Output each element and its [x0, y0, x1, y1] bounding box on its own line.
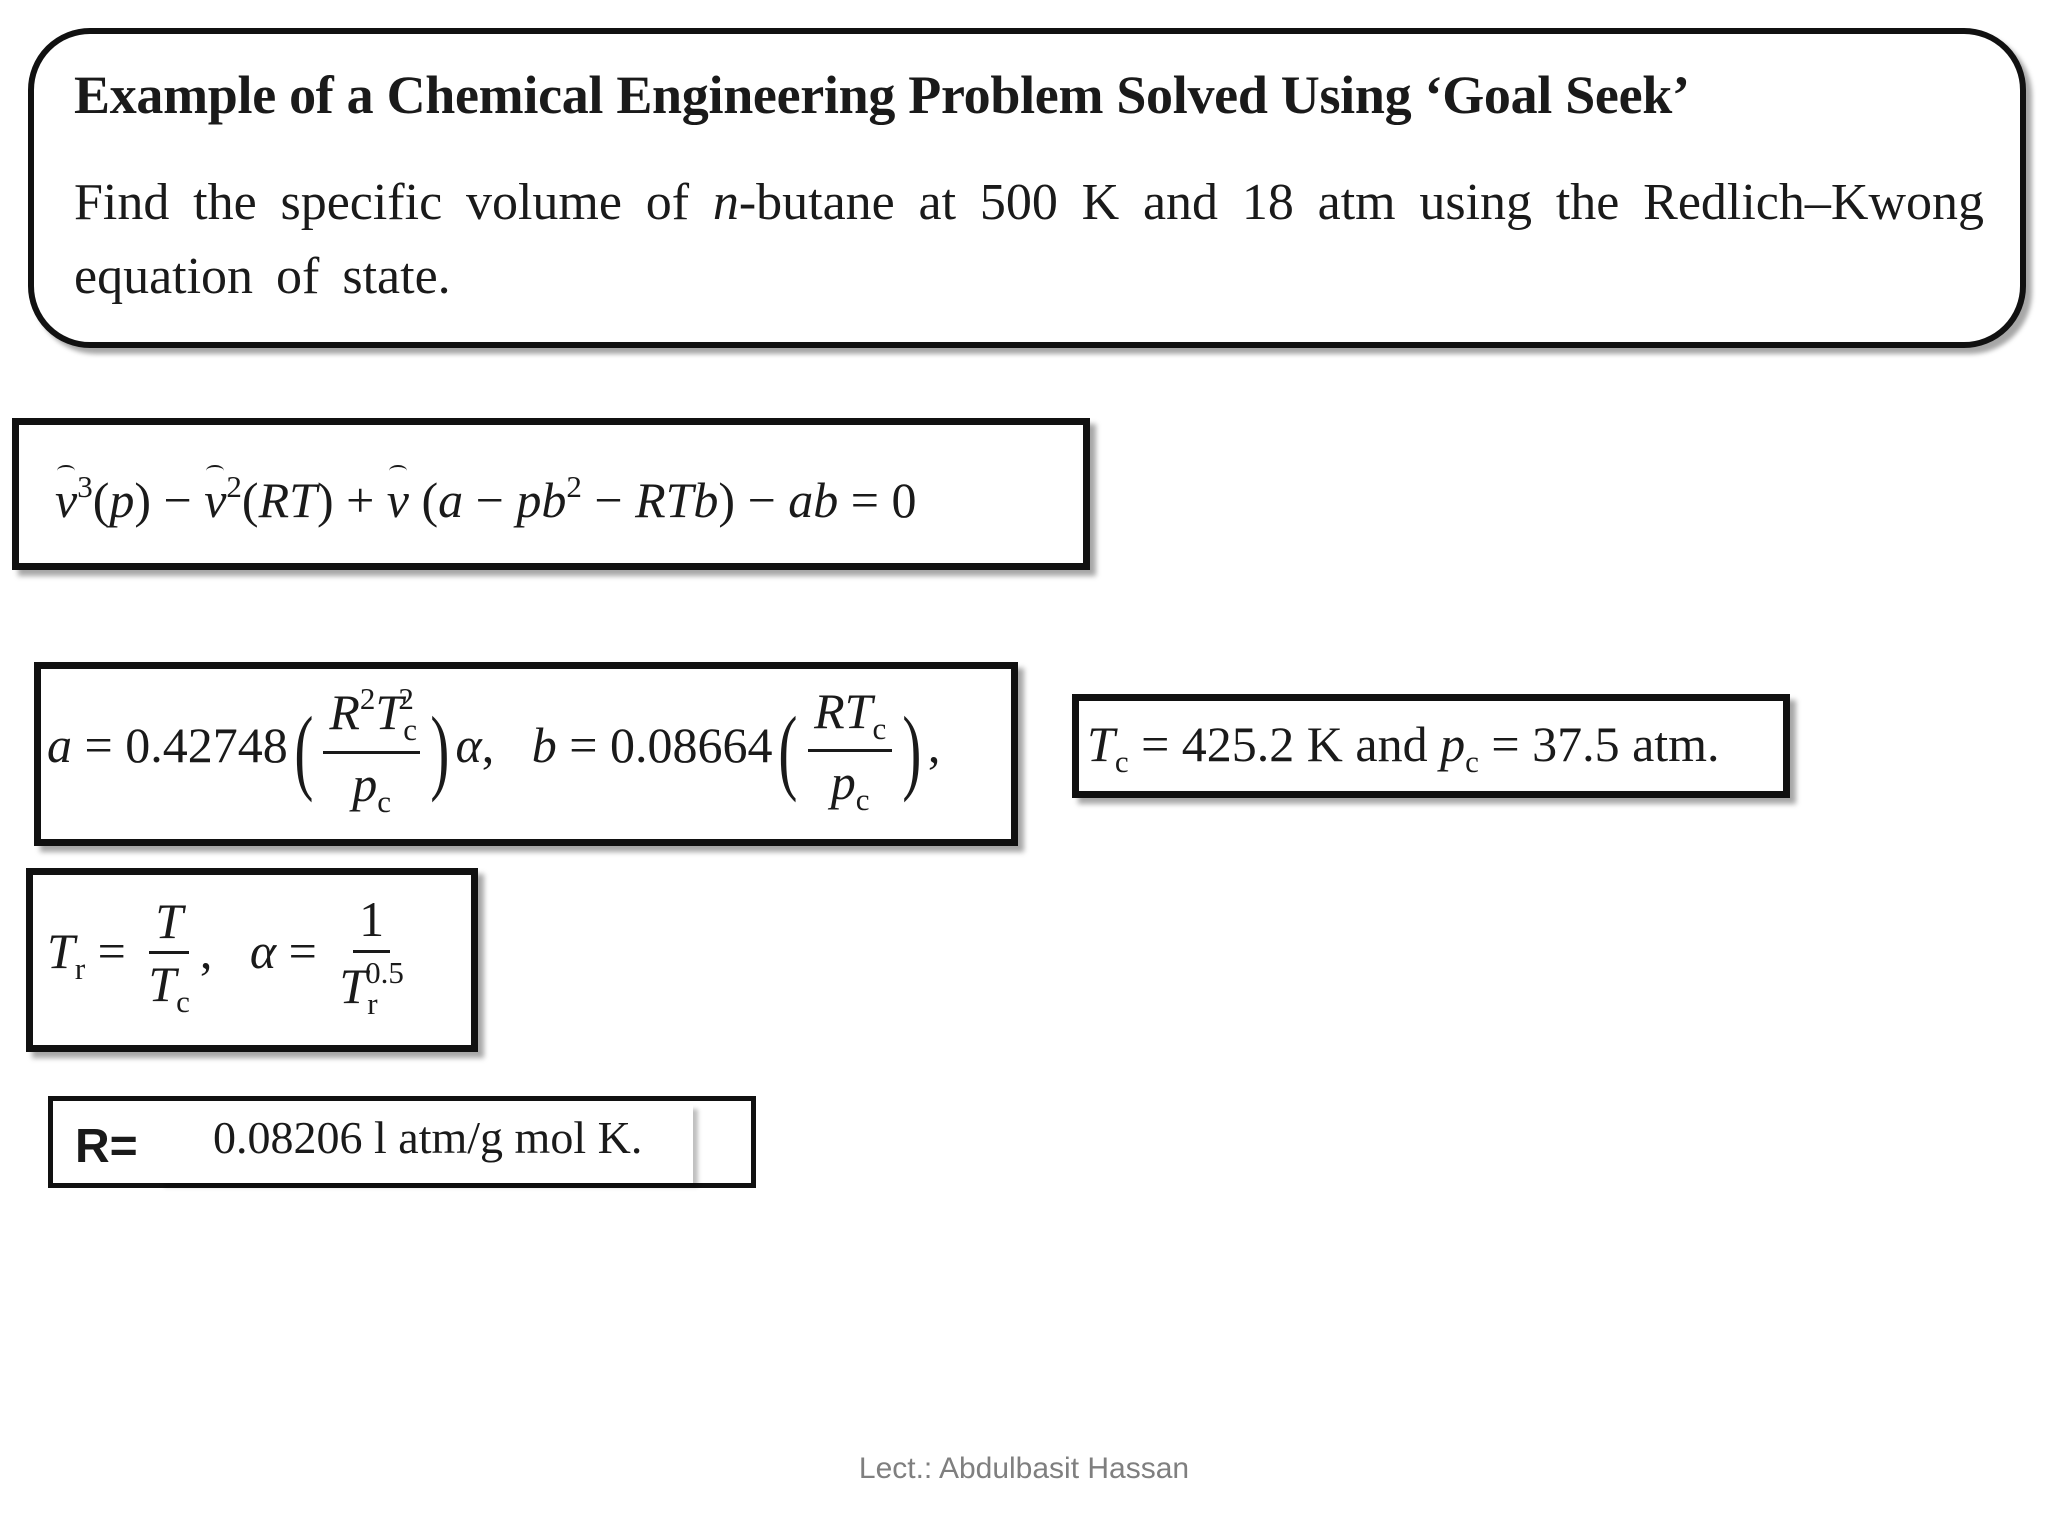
critical-properties-box — [1072, 694, 1790, 798]
gas-constant-label: R= — [75, 1120, 138, 1173]
problem-text-pre: Find the specific volume of — [74, 174, 713, 231]
ab-equations: a = 0.42748( $\frac{R^2T_c^2}{p_c}$ ) α, b = 0.08664( $\frac{RT_c}{p_c}$ ) , — [47, 681, 941, 819]
problem-statement-box — [28, 28, 2026, 348]
problem-text-italic: n — [712, 174, 739, 231]
critical-properties: $T_c = 425.2$ K and $p_c = 37.5$ atm. — [1087, 716, 1720, 779]
problem-title: Example of a Chemical Engineering Problem Solved Using ‘Goal Seek’ — [74, 65, 1690, 125]
gas-constant-value: 0.08206 l atm/g mol K. — [213, 1112, 643, 1163]
gas-constant-value-frame — [159, 1105, 693, 1183]
cubic-equation: $v^3(p) - v^2(RT) + v$ $(a - pb^2 - RTb)$ − ab = 0 — [55, 469, 917, 529]
reduced-temperature-equations: $T_r$ = $\frac{T}{T_c}$ , α = $\frac{1}{T_r^{0.5}}$ — [47, 891, 404, 1021]
cubic-equation-box — [12, 418, 1090, 570]
gas-constant-box — [48, 1096, 756, 1188]
problem-text-post: -butane at 500 K and 18 atm using the Redlich–Kwong equation of state. — [74, 174, 1984, 305]
lecturer-footer: Lect.: Abdulbasit Hassan — [858, 1452, 1190, 1485]
ab-parameters-box — [34, 662, 1018, 846]
reduced-temperature-box — [26, 868, 478, 1052]
problem-text — [74, 166, 1984, 314]
